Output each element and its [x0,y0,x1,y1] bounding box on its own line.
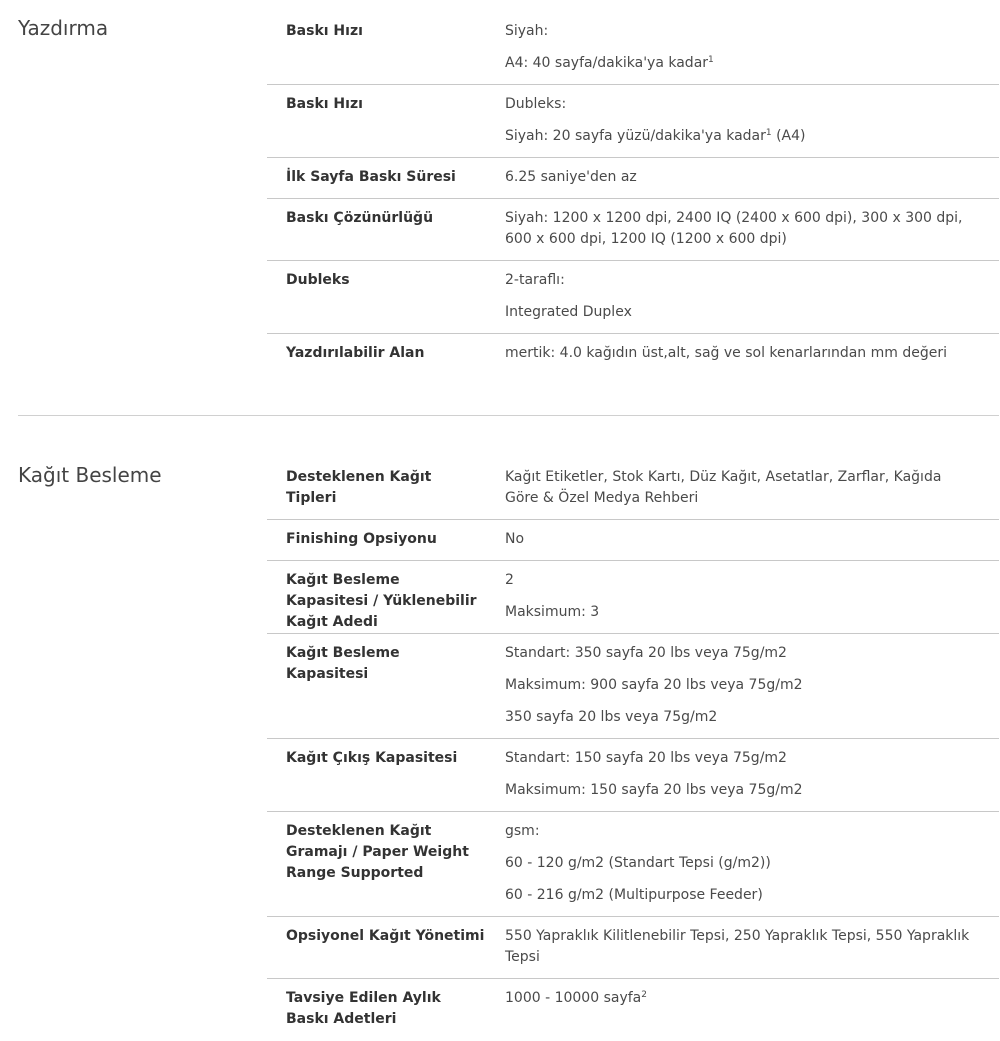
footnote-marker: 1 [708,55,714,65]
spec-row [267,12,999,85]
spec-row [267,158,999,199]
spec-value: 2 [505,572,514,588]
spec-values [505,748,975,801]
spec-row [267,199,999,261]
spec-value: 2-taraflı: [505,272,565,288]
spec-row [267,812,999,917]
spec-value: No [505,531,525,547]
spec-label: Yazdırılabilir Alan [286,345,425,361]
spec-value: A4: 40 sayfa/dakika'ya kadar [505,55,709,71]
spec-value-with-footnote [505,988,975,1009]
spec-value: Dubleks: [505,96,567,112]
spec-label: Baskı Hızı [286,96,363,112]
spec-values [505,94,975,147]
spec-values [505,529,975,550]
spec-row [267,979,999,1041]
spec-label: Kağıt Besleme Kapasitesi / Yüklenebilir Kağıt Adedi [286,572,477,630]
spec-values [505,643,975,728]
spec-values [505,821,975,906]
spec-label: Baskı Çözünürlüğü [286,210,434,226]
spec-values [505,988,975,1009]
spec-value-with-footnote [505,53,975,74]
spec-value: Maksimum: 3 [505,604,600,620]
spec-label: Desteklenen Kağıt Gramajı / Paper Weight Range Supported [286,823,469,881]
section-title: Yazdırma [18,16,109,40]
spec-values [505,343,975,364]
spec-value: (A4) [776,128,806,144]
spec-value: 1000 - 10000 sayfa [505,990,642,1006]
spec-values [505,467,975,509]
spec-row [267,520,999,561]
spec-label: Finishing Opsiyonu [286,531,437,547]
spec-value: Integrated Duplex [505,304,632,320]
spec-value: Siyah: 20 sayfa yüzü/dakika'ya kadar [505,128,766,144]
spec-table [267,458,999,1041]
section-title: Kağıt Besleme [18,463,162,487]
spec-row [267,85,999,158]
spec-table [267,12,999,375]
spec-value: 550 Yapraklık Kilitlenebilir Tepsi, 250 Yapraklık Tepsi, 550 Yapraklık Tepsi [505,928,970,965]
spec-values [505,208,975,250]
spec-row [267,561,999,634]
spec-row [267,634,999,739]
spec-value: Standart: 150 sayfa 20 lbs veya 75g/m2 [505,750,787,766]
spec-row [267,739,999,812]
spec-label: Desteklenen Kağıt Tipleri [286,469,432,506]
spec-value: Kağıt Etiketler, Stok Kartı, Düz Kağıt, Asetatlar, Zarflar, Kağıda Göre & Özel Medya Rehberi [505,469,942,506]
spec-row [267,458,999,520]
spec-label: Baskı Hızı [286,23,363,39]
section-divider [18,415,999,416]
spec-value: Standart: 350 sayfa 20 lbs veya 75g/m2 [505,645,787,661]
spec-label: İlk Sayfa Baskı Süresi [286,169,456,185]
spec-value: 60 - 216 g/m2 (Multipurpose Feeder) [505,887,763,903]
spec-value: Maksimum: 900 sayfa 20 lbs veya 75g/m2 [505,677,803,693]
spec-label: Kağıt Besleme Kapasitesi [286,645,400,682]
spec-value: Siyah: 1200 x 1200 dpi, 2400 IQ (2400 x 600 dpi), 300 x 300 dpi, 600 x 600 dpi, 1200 IQ (1200 x 600 dpi) [505,210,963,247]
spec-label: Dubleks [286,272,350,288]
spec-label: Tavsiye Edilen Aylık Baskı Adetleri [286,990,441,1027]
spec-label: Opsiyonel Kağıt Yönetimi [286,928,485,944]
spec-value: 6.25 saniye'den az [505,169,637,185]
spec-value: Siyah: [505,23,549,39]
spec-row [267,917,999,979]
spec-value: Maksimum: 150 sayfa 20 lbs veya 75g/m2 [505,782,803,798]
spec-values [505,21,975,74]
spec-label: Kağıt Çıkış Kapasitesi [286,750,458,766]
spec-values [505,167,975,188]
spec-value: gsm: [505,823,540,839]
spec-value-with-footnote [505,126,975,147]
spec-row [267,334,999,375]
footnote-marker: 2 [641,990,647,1000]
spec-row [267,261,999,334]
spec-value: mertik: 4.0 kağıdın üst,alt, sağ ve sol kenarlarından mm değeri [505,345,947,361]
footnote-marker: 1 [765,128,772,138]
spec-values [505,926,975,968]
spec-value: 60 - 120 g/m2 (Standart Tepsi (g/m2)) [505,855,771,871]
spec-value: 350 sayfa 20 lbs veya 75g/m2 [505,709,718,725]
spec-values [505,270,975,323]
spec-values [505,570,975,623]
